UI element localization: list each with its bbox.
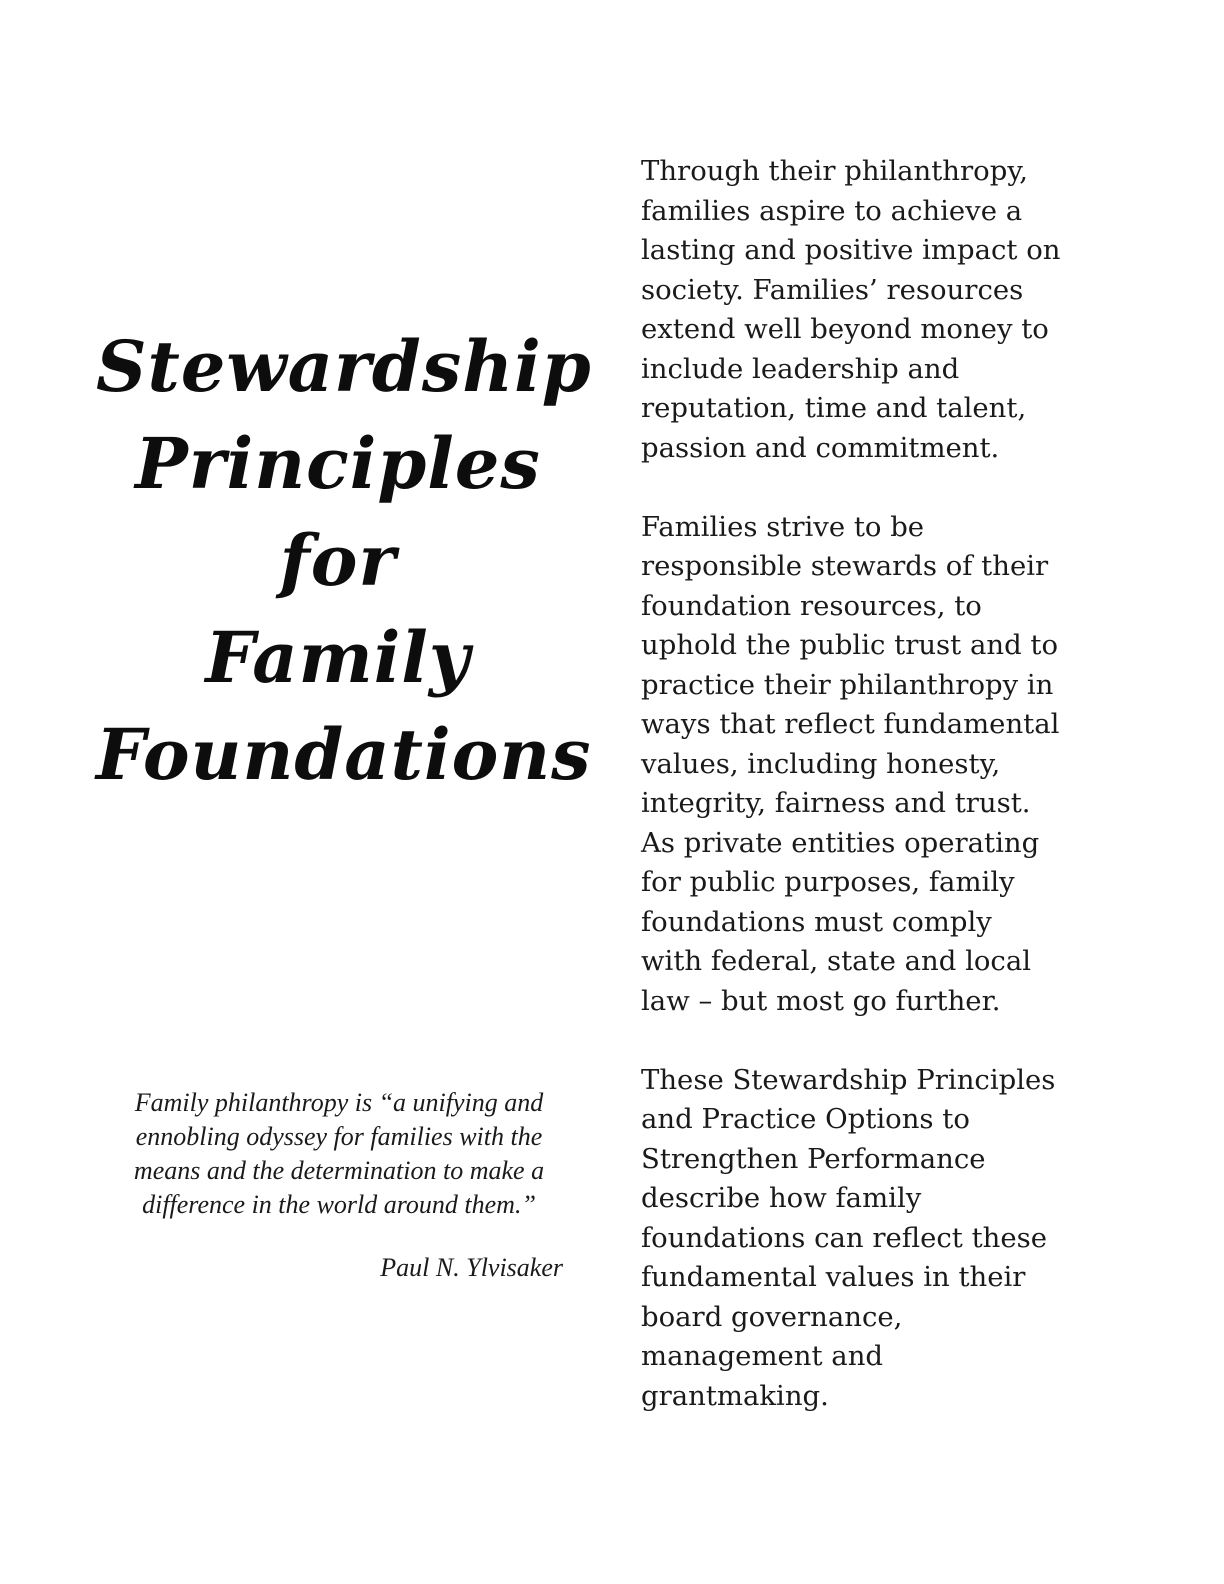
epigraph-quote — [104, 1086, 574, 1222]
text-line: Through their philanthropy, — [641, 155, 1028, 187]
title-line: Principles — [135, 422, 541, 505]
text-line: passion and commitment. — [641, 431, 1000, 464]
quote-line: Family philanthropy is “a unifying and — [134, 1088, 544, 1117]
text-line: include leadership and — [641, 352, 960, 385]
text-line: practice their philanthropy in — [641, 668, 1054, 701]
title-line: Family — [205, 616, 471, 699]
quote-line: difference in the world around them.” — [142, 1190, 536, 1219]
text-line: law – but most go further. — [641, 984, 1001, 1017]
text-line: fundamental values in their — [641, 1261, 1026, 1293]
quote-attribution: Paul N. Ylvisaker — [380, 1253, 563, 1282]
text-line: foundations must comply — [641, 905, 992, 938]
body-paragraph-3 — [641, 1061, 1121, 1417]
text-line: uphold the public trust and to — [641, 629, 1059, 661]
body-paragraph-2 — [641, 508, 1121, 1022]
text-line: and Practice Options to — [641, 1103, 970, 1135]
text-line: As private entities operating — [641, 826, 1040, 859]
text-line: with federal, state and local — [641, 945, 1032, 977]
text-line: for public purposes, family — [641, 866, 1015, 898]
document-title — [96, 318, 592, 803]
text-line: families aspire to achieve a — [641, 194, 1023, 227]
text-line: society. Families’ resources — [641, 273, 1024, 306]
text-line: foundations can reflect these — [641, 1221, 1048, 1254]
text-line: lasting and positive impact on — [641, 234, 1061, 266]
title-line: Foundations — [96, 713, 592, 796]
title-line: for — [279, 519, 397, 602]
body-text-column — [641, 152, 1121, 1456]
text-line: management and — [641, 1340, 884, 1372]
text-line: integrity, fairness and trust. — [641, 787, 1031, 819]
text-line: Strengthen Performance — [641, 1142, 986, 1175]
text-line: reputation, time and talent, — [641, 392, 1027, 424]
title-line: Stewardship — [96, 325, 592, 408]
body-paragraph-1 — [641, 152, 1121, 468]
text-line: board governance, — [641, 1300, 903, 1333]
quote-line: ennobling odyssey for families with the — [135, 1122, 543, 1151]
quote-line: means and the determination to make a — [133, 1156, 545, 1185]
text-line: grantmaking. — [641, 1379, 829, 1412]
text-line: responsible stewards of their — [641, 550, 1049, 582]
text-line: values, including honesty, — [641, 747, 1001, 780]
text-line: Families strive to be — [641, 510, 925, 543]
text-line: foundation resources, to — [641, 589, 982, 622]
text-line: describe how family — [641, 1182, 922, 1214]
text-line: These Stewardship Principles — [641, 1063, 1056, 1096]
text-line: ways that reflect fundamental — [641, 708, 1060, 740]
text-line: extend well beyond money to — [641, 313, 1049, 345]
